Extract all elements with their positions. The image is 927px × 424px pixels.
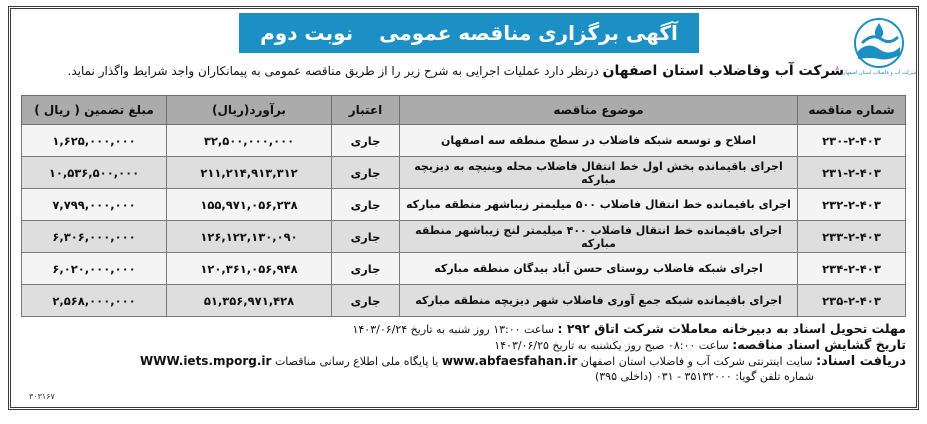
header-estimate: برآورد(ریال) <box>167 96 332 125</box>
logo-caption: شرکت آب و فاضلاب استان اصفهان <box>841 70 917 76</box>
tender-estimate: ۱۲۰,۳۶۱,۰۵۶,۹۴۸ <box>167 253 332 285</box>
tender-subject: اجرای باقیمانده شبکه جمع آوری فاضلاب شهر دیزیچه منطقه مبارکه <box>400 285 798 317</box>
deadline-line <box>26 321 906 337</box>
tender-subject: اصلاح و توسعه شبکه فاضلاب در سطح منطقه سه اصفهان <box>400 125 798 157</box>
tender-credit: جاری <box>332 285 400 317</box>
table-header-row <box>22 96 906 125</box>
receive-value-2: یا پایگاه ملی اطلاع رسانی مناقصات <box>274 355 439 368</box>
receive-label: دریافت اسناد: <box>815 354 906 369</box>
tender-credit: جاری <box>332 189 400 221</box>
notice-round: نوبت دوم <box>260 21 354 45</box>
phone-line: شماره تلفن گویا: ۳۵۱۳۲۰۰۰ - ۰۳۱ (داخلی ۳۹۵) <box>594 370 814 383</box>
tender-number: ۲۳۱-۲-۴۰۳ <box>798 157 906 189</box>
company-website-link[interactable]: www.abfaesfahan.ir <box>441 354 578 368</box>
tender-guarantee: ۶,۰۲۰,۰۰۰,۰۰۰ <box>22 253 167 285</box>
tender-estimate: ۱۲۶,۱۲۲,۱۳۰,۰۹۰ <box>167 221 332 253</box>
tender-guarantee: ۶,۳۰۶,۰۰۰,۰۰۰ <box>22 221 167 253</box>
water-company-logo <box>841 15 917 77</box>
notice-title: آگهی برگزاری مناقصه عمومی <box>379 21 678 45</box>
tender-estimate: ۱۵۵,۹۷۱,۰۵۶,۲۳۸ <box>167 189 332 221</box>
tender-credit: جاری <box>332 125 400 157</box>
opening-line <box>26 337 906 353</box>
tender-estimate: ۲۱۱,۲۱۴,۹۱۳,۳۱۲ <box>167 157 332 189</box>
tender-subject: اجرای باقیمانده بخش اول خط انتقال فاضلاب محله وینیچه به دیزیچه مبارکه <box>400 157 798 189</box>
table-row <box>22 221 906 253</box>
header-number: شماره مناقصه <box>798 96 906 125</box>
header-guarantee: مبلغ تضمین ( ریال ) <box>22 96 167 125</box>
tender-guarantee: ۱۰,۵۳۶,۵۰۰,۰۰۰ <box>22 157 167 189</box>
tender-number: ۲۳۵-۲-۴۰۳ <box>798 285 906 317</box>
notice-footer <box>26 321 906 384</box>
tender-guarantee: ۱,۶۲۵,۰۰۰,۰۰۰ <box>22 125 167 157</box>
tender-credit: جاری <box>332 157 400 189</box>
deadline-label: مهلت تحویل اسناد به دبیرخانه معاملات شرکت اتاق ۲۹۲ : <box>557 321 906 336</box>
tender-subject: اجرای باقیمانده خط انتقال فاضلاب ۵۰۰ میلیمتر زیباشهر منطقه مبارکه <box>400 189 798 221</box>
tender-number: ۲۳۲-۲-۴۰۳ <box>798 189 906 221</box>
table-row <box>22 285 906 317</box>
tender-subject: اجرای شبکه فاضلاب روستای حسن آباد بیدگان منطقه مبارکه <box>400 253 798 285</box>
tender-table <box>21 95 906 317</box>
tender-portal-link[interactable]: WWW.iets.mporg.ir <box>140 354 272 368</box>
tender-estimate: ۳۲,۵۰۰,۰۰۰,۰۰۰ <box>167 125 332 157</box>
table-row <box>22 125 906 157</box>
opening-label: تاریخ گشایش اسناد مناقصه: <box>732 337 906 352</box>
header-subject: موضوع مناقصه <box>400 96 798 125</box>
receive-value-1: سایت اینترنتی شرکت آب و فاضلاب استان اصفهان <box>580 355 813 368</box>
table-row <box>22 189 906 221</box>
opening-value: ساعت ۰۸:۰۰ صبح روز یکشنبه به تاریخ ۱۴۰۳/۰۶/۲۵ <box>494 339 729 352</box>
notice-code: ۳۰۳۱۶۷ <box>29 392 55 401</box>
intro-text <box>24 62 844 80</box>
tender-guarantee: ۲,۵۶۸,۰۰۰,۰۰۰ <box>22 285 167 317</box>
receive-line <box>26 354 906 369</box>
tender-number: ۲۳۰-۲-۴۰۳ <box>798 125 906 157</box>
tender-estimate: ۵۱,۳۵۶,۹۷۱,۴۲۸ <box>167 285 332 317</box>
tender-notice <box>8 6 919 410</box>
tender-number: ۲۳۳-۲-۴۰۳ <box>798 221 906 253</box>
company-name: شرکت آب وفاضلاب استان اصفهان <box>602 63 844 79</box>
tender-credit: جاری <box>332 253 400 285</box>
header-credit: اعتبار <box>332 96 400 125</box>
deadline-value: ساعت ۱۳:۰۰ روز شنبه به تاریخ ۱۴۰۳/۰۶/۲۴ <box>352 323 554 336</box>
tender-subject: اجرای باقیمانده خط انتقال فاضلاب ۴۰۰ میلیمتر لنج زیباشهر منطقه مبارکه <box>400 221 798 253</box>
table-row <box>22 253 906 285</box>
tender-credit: جاری <box>332 221 400 253</box>
table-row <box>22 157 906 189</box>
tender-guarantee: ۷,۷۹۹,۰۰۰,۰۰۰ <box>22 189 167 221</box>
title-banner <box>239 13 699 53</box>
intro-rest: درنظر دارد عملیات اجرایی به شرح زیر را از طریق مناقصه عمومی به پیمانکاران واجد شرایط واگذار نماید. <box>67 64 599 78</box>
tender-number: ۲۳۴-۲-۴۰۳ <box>798 253 906 285</box>
